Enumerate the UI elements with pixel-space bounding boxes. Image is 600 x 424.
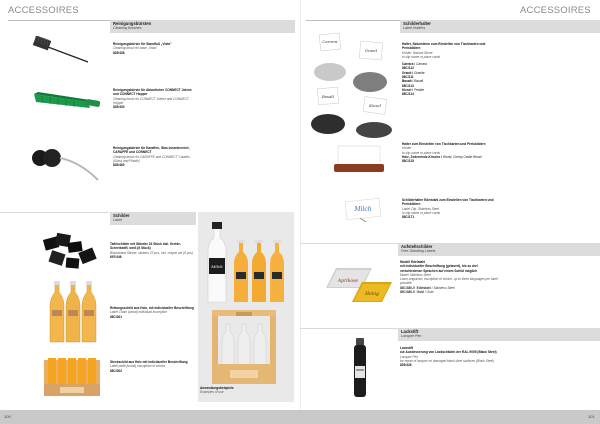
autolabels-section-subtitle: Free-Standing Labels (401, 249, 436, 253)
lacquer-section-title: Lackstift (401, 329, 419, 334)
card-label-carrara: Carrara (322, 39, 338, 44)
examples-bottles-image (202, 220, 292, 304)
labels-section-title: Schilder (113, 213, 130, 218)
cleaning-item-2-en: Cleaning brush for CONNECT Jolene and CONNECT Hopper (113, 96, 189, 105)
examples-caption-de: Anwendungsbeispiele (200, 386, 234, 390)
cleaning-item-2-code: 825/400 (113, 105, 125, 110)
cleaning-item-1 (113, 42, 195, 55)
cleaning-item-3-en: Cleaning brush for CARAFFE and CONNECT Carafes (Glass and Plastic) (113, 154, 190, 163)
cleaning-section-title: Reinigungsbürsten (113, 21, 152, 26)
autolabels-row2-en: Gold (426, 290, 434, 295)
cleaning-brush-green-image (30, 86, 102, 112)
holder-basalt-code: 88C/113 (402, 83, 414, 88)
cleaning-brush-vista-image (30, 36, 92, 66)
label-item-3-en: Label plate (wood) inscription of choice (110, 364, 166, 369)
autolabels-row2-name: Gold (416, 290, 424, 295)
label-item-1-code: 697/446 (110, 254, 122, 259)
lacquer-de2: zur Ausbesserung von Lackschäden der RAL 9005 (Black Steel) (400, 350, 497, 355)
footer-bar-left (0, 410, 300, 424)
label-item-1-de: Tafelschilder mit Ständer 23 Stück inkl. Kreide-Schreibstift, weiß (6 Stück) (110, 242, 181, 251)
holder-carrara-label: Carrara (402, 62, 414, 67)
cleaning-item-3-de: Reinigungsbürste für Karaffen, Glas-Innenbereich, CARAFFE und CONNECT (113, 146, 190, 155)
autolabels-row1-name: Edelstahl (416, 285, 431, 290)
holder-basalt-label: Basalt (402, 79, 412, 84)
holder-wood-en: Holder (402, 146, 412, 151)
lacquer-en2: for repair of lacquer on damaged black steel surfaces (Black Steel) (400, 358, 495, 363)
free-label-card-2: Honig (365, 292, 379, 297)
examples-caption (200, 386, 292, 395)
holder-clip (402, 198, 498, 219)
holders-section-header (400, 20, 600, 33)
label-item-3-de: Steckschild aus Holz mit individueller Beschriftung (110, 360, 188, 364)
label-item-1-en: Blackboard Sticker, stickers 23 pcs, incl. crayon set (6 pcs) (110, 250, 193, 255)
holders-intro-de: Halter, Natursteine zum Einstellen von Tischkarten und Preisbildern (402, 42, 486, 51)
autolabels-row1-code: 88C/380-0 (400, 285, 415, 290)
examples-panel (198, 212, 294, 402)
holders-intro-en2: to slip name or place cards (402, 54, 441, 59)
holder-granit-code: 88C/111 (402, 75, 414, 80)
holders-intro: Halter, Natursteine zum Einstellen von Tischkarten und Preisbildern Holder, Natural Stone to slip name or place cards Carrara / Carrara 88C/112 Granit / Granite 88C/111 Basalt / Basalt 88C/113 Kiesel / Pebble 88C/114 (402, 42, 498, 97)
lacquer-en1: Lacquer Pen (400, 354, 419, 359)
autolabels-text: Modell Edelstahl mit individueller Beschriftung (gelasert), bis zu drei verschiedenen Sprachen auf einem Schild möglich Model Stainless Steel Laser-engraved, inscription of choice, up to three languages per label possible 88C/380-0 Edelstahl / Stainless Steel 88C/380-0 Gold / Gold (400, 260, 500, 294)
labels-divider-left (0, 212, 108, 213)
labels-section-header (110, 212, 196, 225)
label-item-2-code: 88C/301 (110, 314, 123, 319)
autolabels-en1: Model Stainless Steel (400, 272, 431, 277)
holder-carrara-code: 88C/112 (402, 66, 414, 71)
card-label-granit: Granit (364, 48, 378, 53)
autolabels-row2-code: 88C/380-0 (400, 290, 415, 295)
page-title-right: ACCESSOIRES (520, 5, 591, 16)
cleaning-item-3-code: 825/460 (113, 163, 125, 168)
lacquer-de1: Lackstift (400, 346, 414, 350)
spine (300, 0, 301, 410)
holder-wood-code: 88C/115 (402, 159, 414, 164)
holder-granit-en: Granite (414, 70, 425, 75)
holder-carrara-en: Carrara (416, 62, 427, 67)
examples-crate-image (206, 308, 286, 386)
cleaning-item-1-de: Reinigungsbürste für Standfuß „Vista" (113, 42, 172, 46)
cleaning-item-1-en: Cleaning brush for base „Vista" (113, 46, 157, 51)
cleaning-brush-carafe-image (30, 142, 102, 186)
holder-wood-material: Holz, Zedernholz-Kirsche (402, 154, 441, 159)
holder-wood-de: Halter zum Einstellen von Tischkarten und Preisbildern (402, 142, 486, 146)
labels-section-subtitle: Label (113, 218, 122, 222)
holders-section-title: Schilderhalter (403, 21, 431, 26)
cleaning-section-subtitle: Cleaning Brushes (113, 26, 142, 30)
footer-bar-right (300, 410, 600, 424)
holder-kiesel-label: Kiesel (402, 87, 412, 92)
lacquer-text (400, 346, 500, 367)
autolabels-divider (300, 243, 398, 244)
lacquer-pen-image (350, 336, 370, 400)
label-item-3-code: 88C/302 (110, 368, 123, 373)
wood-holder-image (330, 144, 390, 174)
label-item-3 (110, 360, 198, 373)
lacquer-section-subtitle: Lacquer Pen (401, 334, 422, 338)
holder-clip-en2: to slip name or place cards (402, 210, 441, 215)
blackboard-stickers-image (40, 232, 104, 272)
clip-holder-image (342, 198, 388, 224)
autolabels-de1: Modell Edelstahl (400, 260, 426, 264)
cleaning-item-1-code: 825/408 (113, 50, 125, 55)
autolabels-section-header (398, 243, 600, 256)
label-item-2-de: Rettungsschild aus Holz, mit individueller Beschriftung (110, 306, 194, 310)
stone-holders-image (306, 28, 398, 138)
autolabels-row1-en: Stainless Steel (433, 285, 455, 290)
holder-wood: Halter zum Einstellen von Tischkarten und Preisbildern Holder to slip name or place cards Holz, Zedernholz-Kirsche / Wood, Cherry Cedar Wood 88C/115 (402, 142, 498, 163)
holder-wood-en2: to slip name or place cards (402, 150, 441, 155)
page-number-left: 100 (4, 414, 11, 419)
holder-clip-en: Label Clip, Stainless Steel (402, 206, 440, 211)
autolabels-section-title: Aufstellschilder (401, 244, 433, 249)
label-item-2-en: Label Chain (wood) individual inscription (110, 310, 168, 315)
holder-wood-material-en: Wood, Cherry Cedar Wood (442, 154, 482, 159)
cleaning-item-3 (113, 146, 197, 167)
holder-kiesel-code: 88C/114 (402, 92, 414, 97)
lacquer-code: 825/426 (400, 363, 412, 368)
lacquer-divider (300, 328, 398, 329)
label-plate-crate-image (40, 354, 104, 398)
page-title-left: ACCESSOIRES (8, 5, 79, 16)
clip-card-label: Milch (354, 206, 372, 213)
autolabels-en2: Laser-engraved, inscription of choice, up to three languages per label possible (400, 277, 498, 286)
cleaning-item-2-de: Reinigungsbürste für Ablaufrohre CONNECT Jolene und CONNECT Hopper (113, 88, 192, 97)
cleaning-section-header (110, 20, 295, 33)
page-number-right: 101 (588, 414, 595, 419)
free-label-card-1: Aprikose (337, 279, 359, 284)
label-item-2 (110, 306, 198, 319)
card-label-basalt: Basalt (321, 94, 335, 99)
holder-clip-code: 88C/171 (402, 215, 415, 220)
examples-caption-en: Examples of use (200, 390, 224, 395)
holder-kiesel-en: Pebble (414, 87, 425, 92)
label-item-1 (110, 242, 198, 259)
holder-clip-de: Schilderhalter Edelstahl zum Einstellen von Tischkarten und Preisbildern (402, 198, 494, 207)
free-standing-labels-image (322, 260, 394, 306)
card-label-kiesel: Kiesel (369, 103, 381, 108)
example-bottle-label: Milch (211, 264, 223, 269)
lacquer-section-header (398, 328, 600, 341)
holders-intro-en: Holder, Natural Stone (402, 50, 433, 55)
holder-basalt-en: Basalt (414, 79, 424, 84)
cleaning-item-2 (113, 88, 197, 109)
holders-section-subtitle: Label Holders (403, 26, 426, 30)
autolabels-de2: mit individueller Beschriftung (gelasert), bis zu drei verschiedenen Sprachen auf einem Schild möglich (400, 264, 478, 273)
holder-granit-label: Granit (402, 70, 412, 75)
label-chain-bottles-image (42, 280, 104, 344)
